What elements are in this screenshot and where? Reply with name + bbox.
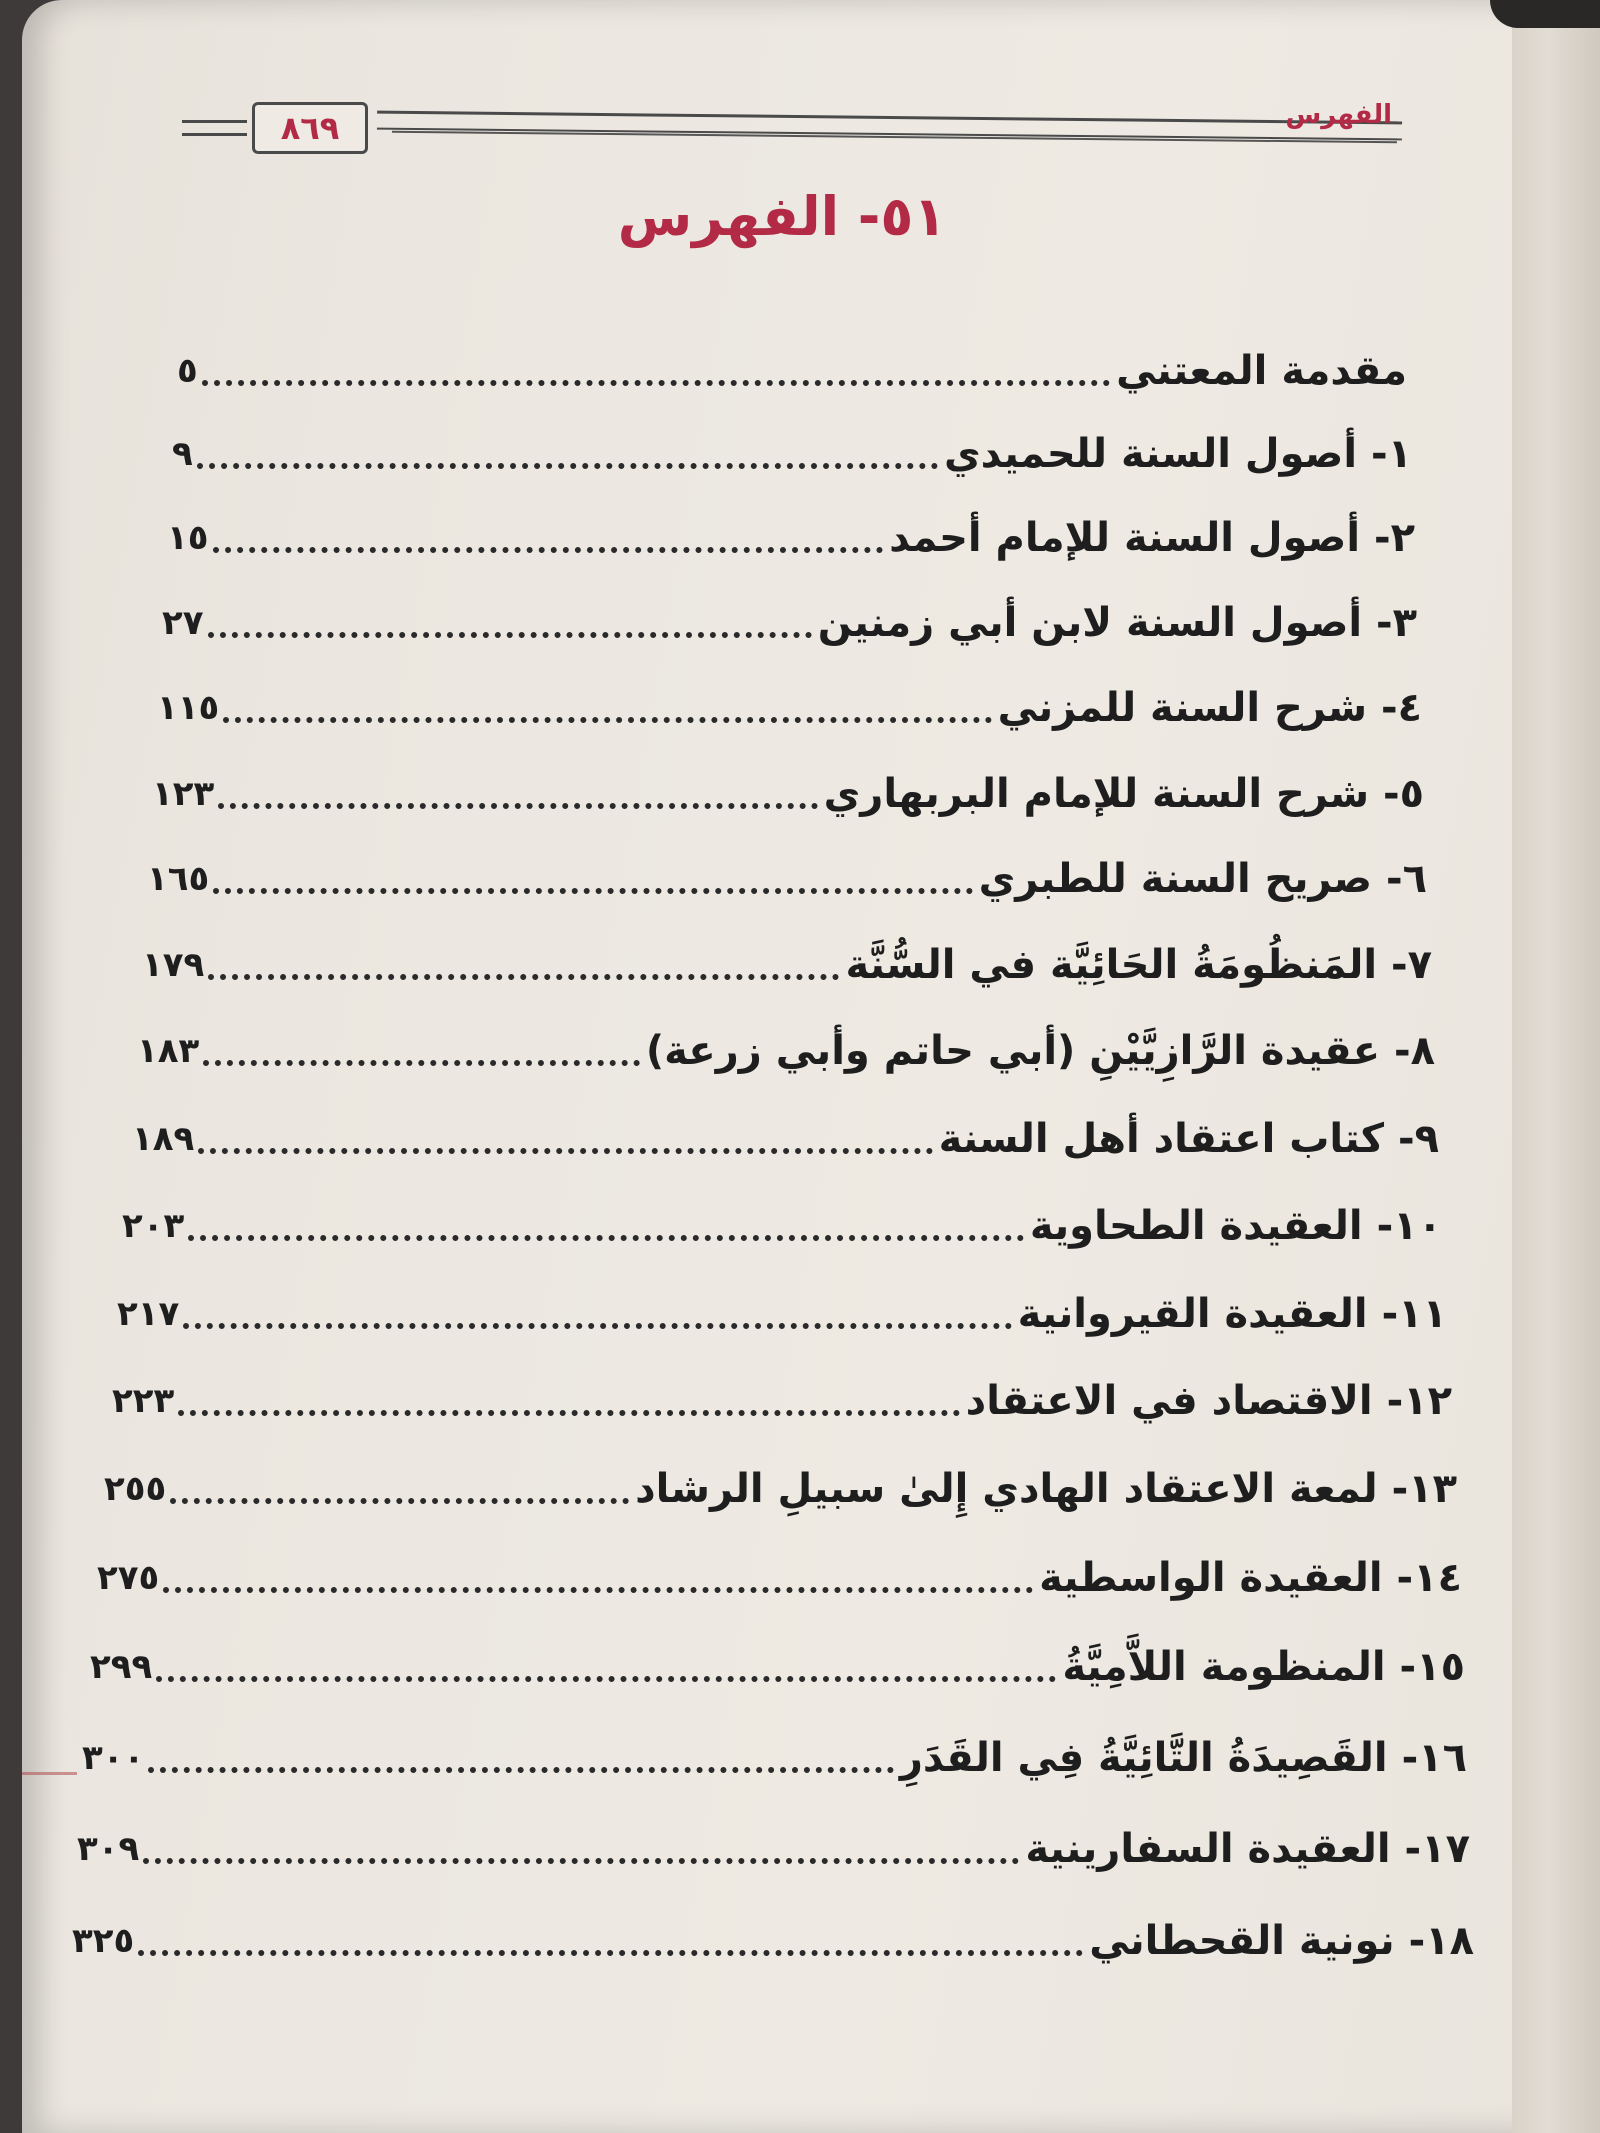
toc-leader-dots bbox=[197, 463, 938, 469]
toc-row bbox=[152, 753, 1424, 823]
book-page bbox=[22, 0, 1600, 2133]
toc-leader-dots bbox=[203, 1060, 640, 1066]
toc-page: ٢٩٩ bbox=[90, 1647, 153, 1687]
toc-title: ٥- شرح السنة للإمام البربهاري bbox=[823, 771, 1424, 817]
toc-leader-dots bbox=[148, 1767, 894, 1773]
toc-page: ٢٧٥ bbox=[97, 1558, 160, 1598]
toc-leader-dots bbox=[188, 1235, 1024, 1241]
toc-leader-dots bbox=[223, 717, 991, 723]
toc-row bbox=[142, 924, 1432, 994]
toc-page: ٢٥٥ bbox=[104, 1469, 167, 1509]
toc-row bbox=[137, 1010, 1435, 1080]
toc-page: ٣٠٩ bbox=[77, 1829, 140, 1869]
toc-page: ١٢٣ bbox=[152, 774, 215, 814]
toc-row bbox=[122, 1185, 1442, 1255]
toc-title: ١٠- العقيدة الطحاوية bbox=[1029, 1203, 1442, 1249]
toc-leader-dots bbox=[178, 1410, 959, 1416]
toc-page: ١٨٣ bbox=[137, 1031, 200, 1071]
toc-page: ٩ bbox=[172, 434, 193, 474]
toc-title: ١- أصول السنة للحميدي bbox=[943, 431, 1412, 477]
toc-title: ١٧- العقيدة السفارينية bbox=[1025, 1826, 1470, 1872]
toc-leader-dots bbox=[202, 380, 1110, 386]
toc-page: ٢٧ bbox=[162, 603, 204, 643]
toc-title: ٨- عقيدة الرَّازِيَّيْنِ (أبي حاتم وأبي زرعة) bbox=[645, 1028, 1435, 1074]
toc-page: ٣٢٥ bbox=[72, 1921, 135, 1961]
toc-leader-dots bbox=[208, 632, 812, 638]
running-head: الفهرس bbox=[1285, 100, 1392, 130]
toc-row bbox=[157, 667, 1422, 737]
toc-row bbox=[172, 413, 1412, 483]
toc-page: ٢٢٣ bbox=[112, 1381, 175, 1421]
toc-title: ٧- المَنظُومَةُ الحَائِيَّة في السُّنَّة bbox=[845, 942, 1432, 988]
toc-leader-dots bbox=[198, 1148, 932, 1154]
toc-page: ١١٥ bbox=[157, 688, 220, 728]
table-of-contents bbox=[22, 330, 1600, 2110]
toc-title: ٩- كتاب اعتقاد أهل السنة bbox=[938, 1116, 1439, 1162]
chapter-title: ٥١- الفهرس bbox=[617, 185, 947, 248]
toc-title: ١٦- القَصِيدَةُ التَّائِيَّةُ فِي القَدَرِ bbox=[899, 1735, 1467, 1781]
toc-row bbox=[117, 1273, 1447, 1343]
toc-row bbox=[147, 838, 1427, 908]
toc-leader-dots bbox=[213, 547, 884, 553]
toc-row bbox=[72, 1900, 1474, 1970]
toc-page: ١٥ bbox=[167, 518, 209, 558]
toc-title: ١٣- لمعة الاعتقاد الهادي إِلىٰ سبيلِ الرشاد bbox=[635, 1466, 1457, 1512]
toc-leader-dots bbox=[218, 803, 817, 809]
toc-row bbox=[97, 1537, 1462, 1607]
toc-leader-dots bbox=[170, 1498, 629, 1504]
toc-row bbox=[82, 1717, 1467, 1787]
toc-page: ٢١٧ bbox=[117, 1294, 180, 1334]
toc-row bbox=[77, 1808, 1470, 1878]
toc-page: ٢٠٣ bbox=[122, 1206, 185, 1246]
toc-leader-dots bbox=[183, 1323, 1011, 1329]
toc-page: ٥ bbox=[177, 351, 198, 391]
toc-page: ١٦٥ bbox=[147, 859, 210, 899]
toc-title: ٣- أصول السنة لابن أبي زمنين bbox=[817, 600, 1417, 646]
toc-leader-dots bbox=[208, 974, 839, 980]
toc-row bbox=[104, 1448, 1457, 1518]
toc-title: ١٤- العقيدة الواسطية bbox=[1039, 1555, 1462, 1601]
toc-title: ١٢- الاقتصاد في الاعتقاد bbox=[965, 1378, 1452, 1424]
page-header bbox=[167, 92, 1402, 162]
book-cover-corner bbox=[1490, 0, 1600, 28]
toc-leader-dots bbox=[213, 888, 972, 894]
toc-title: ٦- صريح السنة للطبري bbox=[978, 856, 1427, 902]
toc-title: ٤- شرح السنة للمزني bbox=[997, 685, 1422, 731]
toc-leader-dots bbox=[163, 1587, 1033, 1593]
toc-row bbox=[177, 330, 1407, 400]
toc-title: ١٨- نونية القحطاني bbox=[1089, 1918, 1474, 1964]
header-ornament-lines bbox=[182, 120, 247, 136]
toc-title: ١١- العقيدة القيروانية bbox=[1017, 1291, 1447, 1337]
toc-row bbox=[132, 1098, 1439, 1168]
toc-leader-dots bbox=[143, 1858, 1019, 1864]
page-number: ٨٦٩ bbox=[252, 102, 368, 154]
toc-row bbox=[112, 1360, 1452, 1430]
toc-page: ٣٠٠ bbox=[82, 1738, 145, 1778]
toc-page: ١٨٩ bbox=[132, 1119, 195, 1159]
toc-leader-dots bbox=[138, 1950, 1083, 1956]
toc-page: ١٧٩ bbox=[142, 945, 205, 985]
toc-title: ١٥- المنظومة اللاَّمِيَّةُ bbox=[1062, 1644, 1465, 1690]
toc-title: مقدمة المعتني bbox=[1116, 348, 1407, 394]
toc-title: ٢- أصول السنة للإمام أحمد bbox=[889, 515, 1415, 561]
toc-row bbox=[167, 497, 1415, 567]
toc-row bbox=[90, 1626, 1465, 1696]
toc-leader-dots bbox=[156, 1676, 1056, 1682]
toc-row bbox=[162, 582, 1417, 652]
